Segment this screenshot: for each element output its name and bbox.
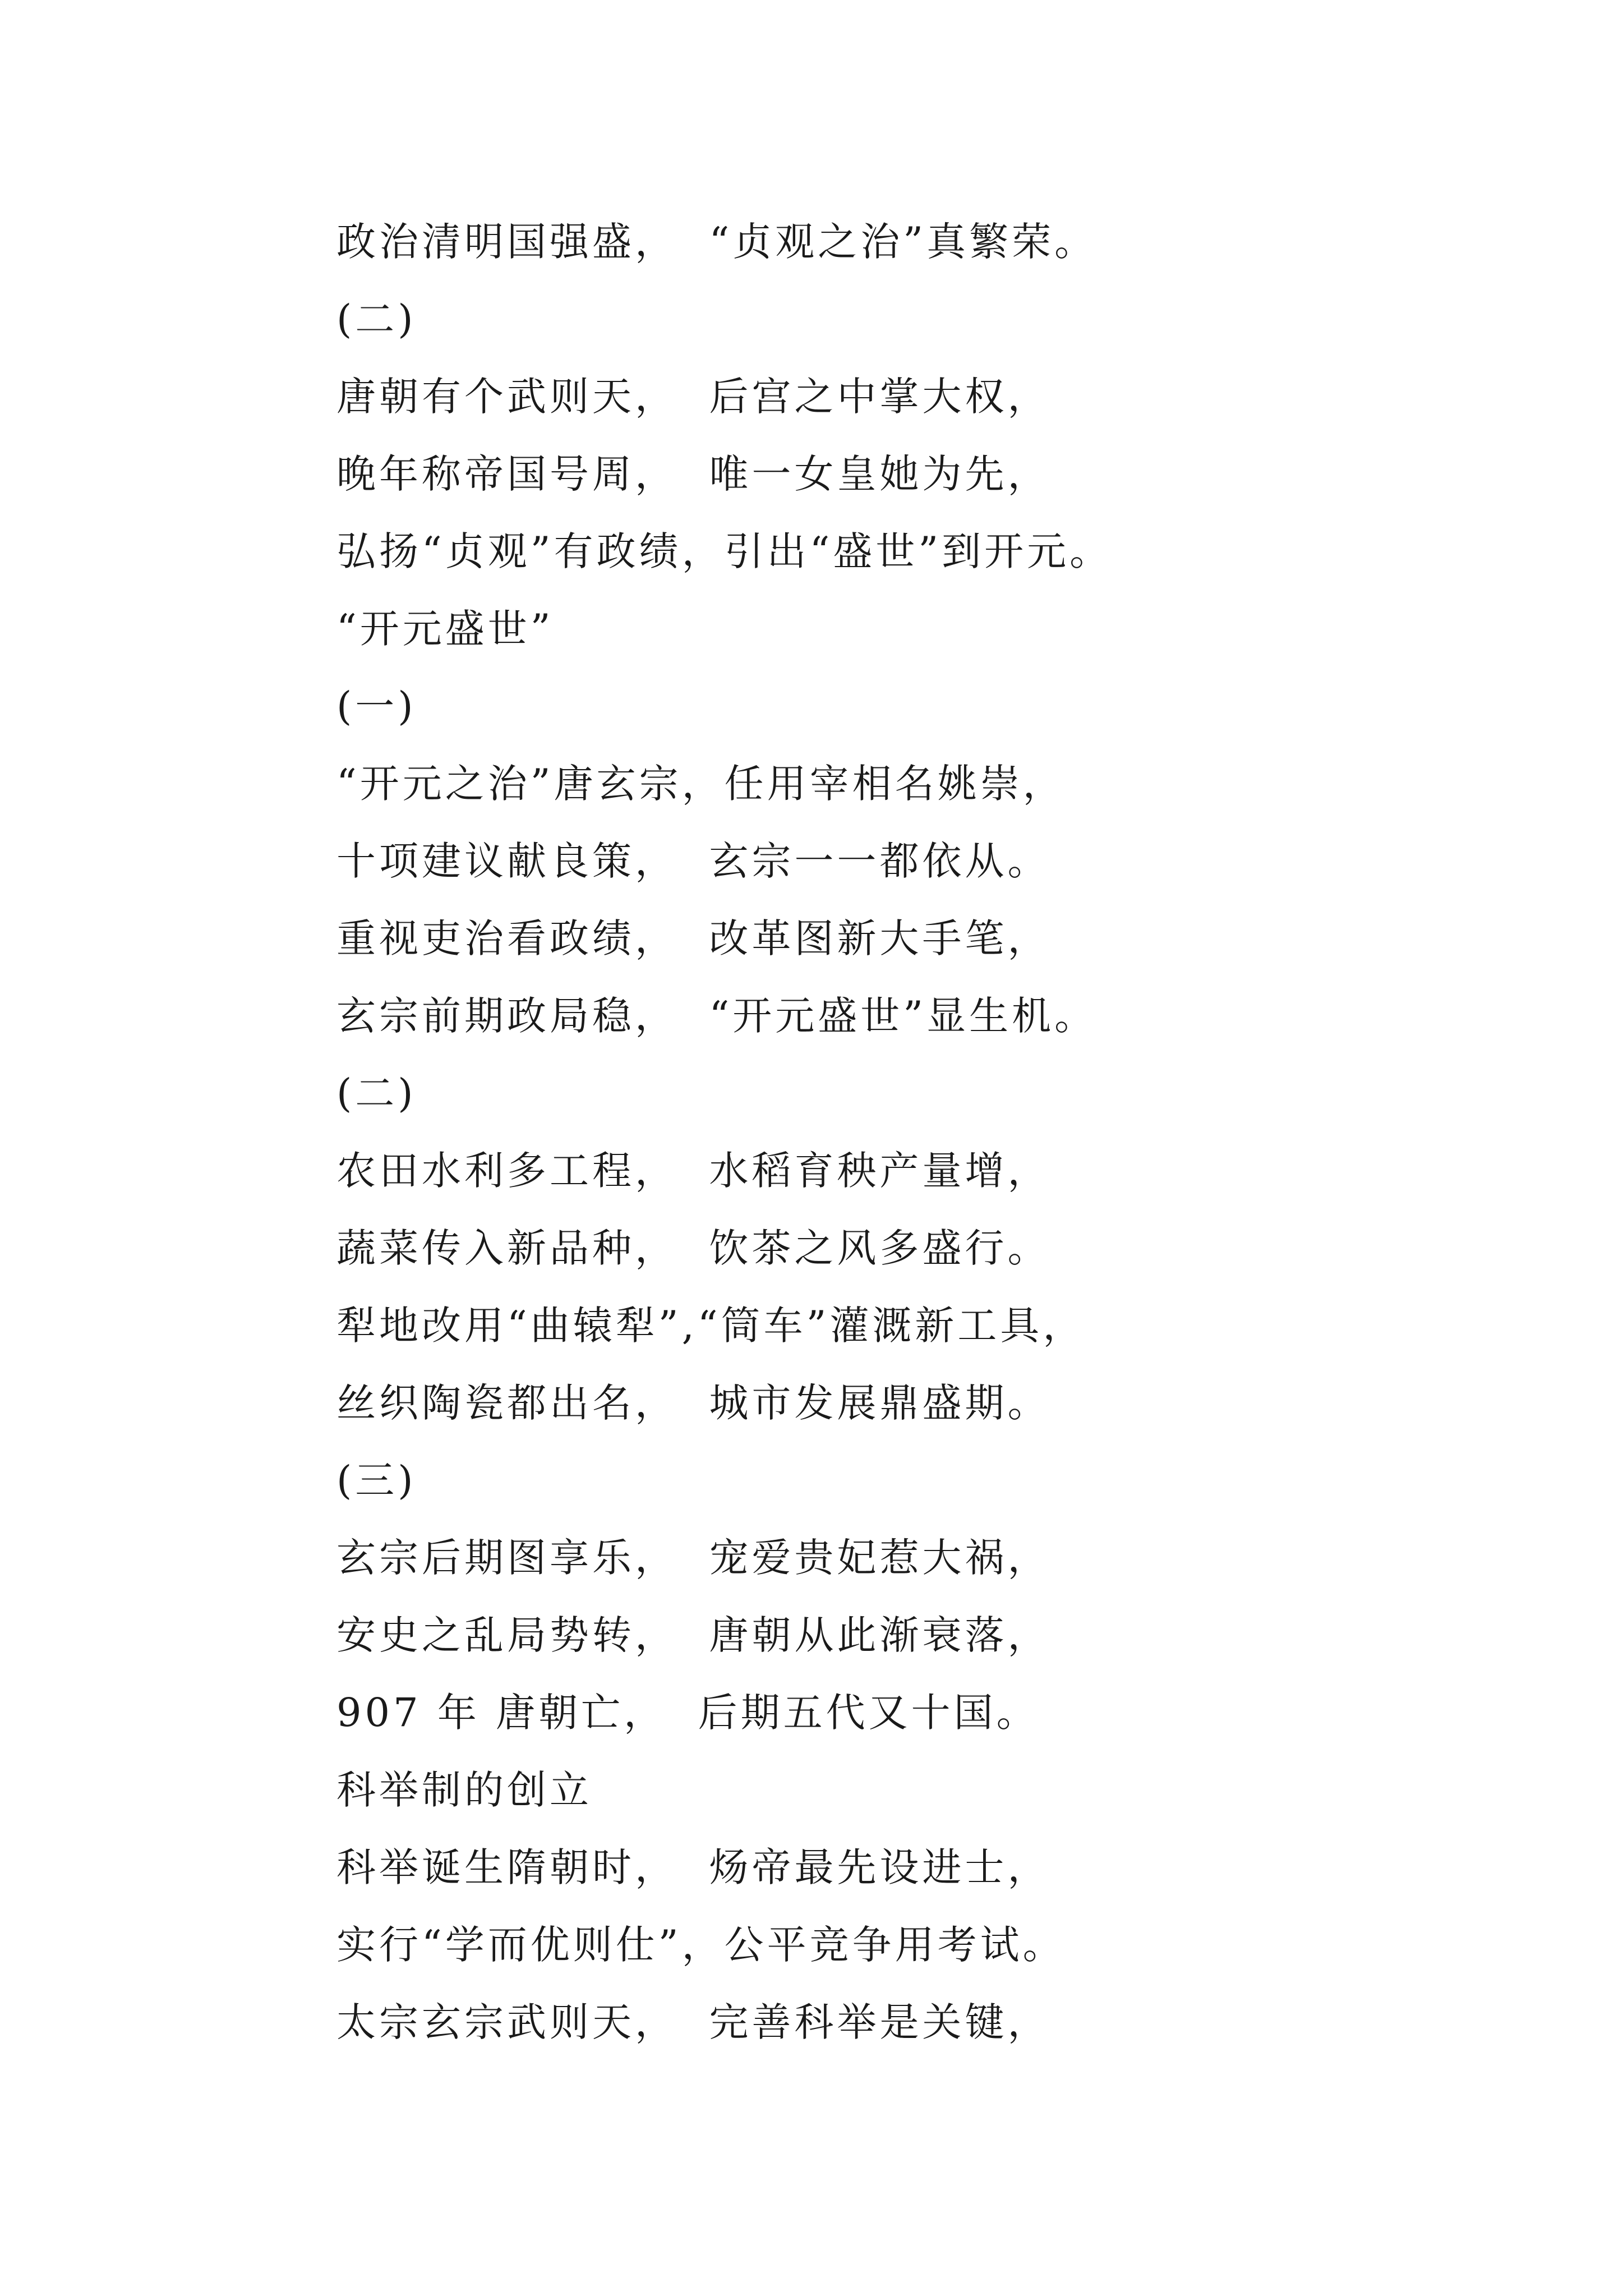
text-line: 十项建议献良策， 玄宗一一都依从。 bbox=[336, 838, 1050, 884]
text-line: 唐朝有个武则天， 后宫之中掌大权， bbox=[336, 374, 1050, 420]
text-line: 实行“学而优则仕”，公平竞争用考试。 bbox=[336, 1922, 1066, 1968]
text-line: 丝织陶瓷都出名， 城市发展鼎盛期。 bbox=[336, 1380, 1050, 1426]
section-heading: “开元盛世” bbox=[336, 606, 554, 652]
text-line: 907 年 唐朝亡， 后期五代又十国。 bbox=[336, 1690, 1039, 1736]
section-marker: (二) bbox=[336, 1070, 417, 1116]
section-marker: (二) bbox=[336, 296, 417, 342]
section-heading: 科举制的创立 bbox=[336, 1767, 592, 1813]
text-line: 玄宗后期图享乐， 宠爱贵妃惹大祸， bbox=[336, 1535, 1050, 1581]
text-line: 蔬菜传入新品种， 饮茶之风多盛行。 bbox=[336, 1225, 1050, 1271]
text-line: 安史之乱局势转， 唐朝从此渐衰落， bbox=[336, 1612, 1050, 1658]
text-line: 太宗玄宗武则天， 完善科举是关键， bbox=[336, 1999, 1050, 2045]
text-line: 政治清明国强盛， “贞观之治”真繁荣。 bbox=[336, 219, 1098, 265]
section-marker: (一) bbox=[336, 683, 417, 729]
text-line: 犁地改用“曲辕犁”,“筒车”灌溉新工具， bbox=[336, 1303, 1086, 1349]
text-line: 晚年称帝国号周， 唯一女皇她为先， bbox=[336, 451, 1050, 497]
text-line: “开元之治”唐玄宗，任用宰相名姚崇， bbox=[336, 761, 1066, 807]
text-line: 重视吏治看政绩， 改革图新大手笔， bbox=[336, 915, 1050, 961]
text-line: 玄宗前期政局稳， “开元盛世”显生机。 bbox=[336, 993, 1098, 1039]
text-line: 农田水利多工程， 水稻育秧产量增， bbox=[336, 1148, 1050, 1194]
text-line: 科举诞生隋朝时， 炀帝最先设进士， bbox=[336, 1844, 1050, 1890]
text-line: 弘扬“贞观”有政绩，引出“盛世”到开元。 bbox=[336, 528, 1113, 574]
section-marker: (三) bbox=[336, 1457, 417, 1503]
poem-text-block bbox=[336, 203, 1514, 2061]
